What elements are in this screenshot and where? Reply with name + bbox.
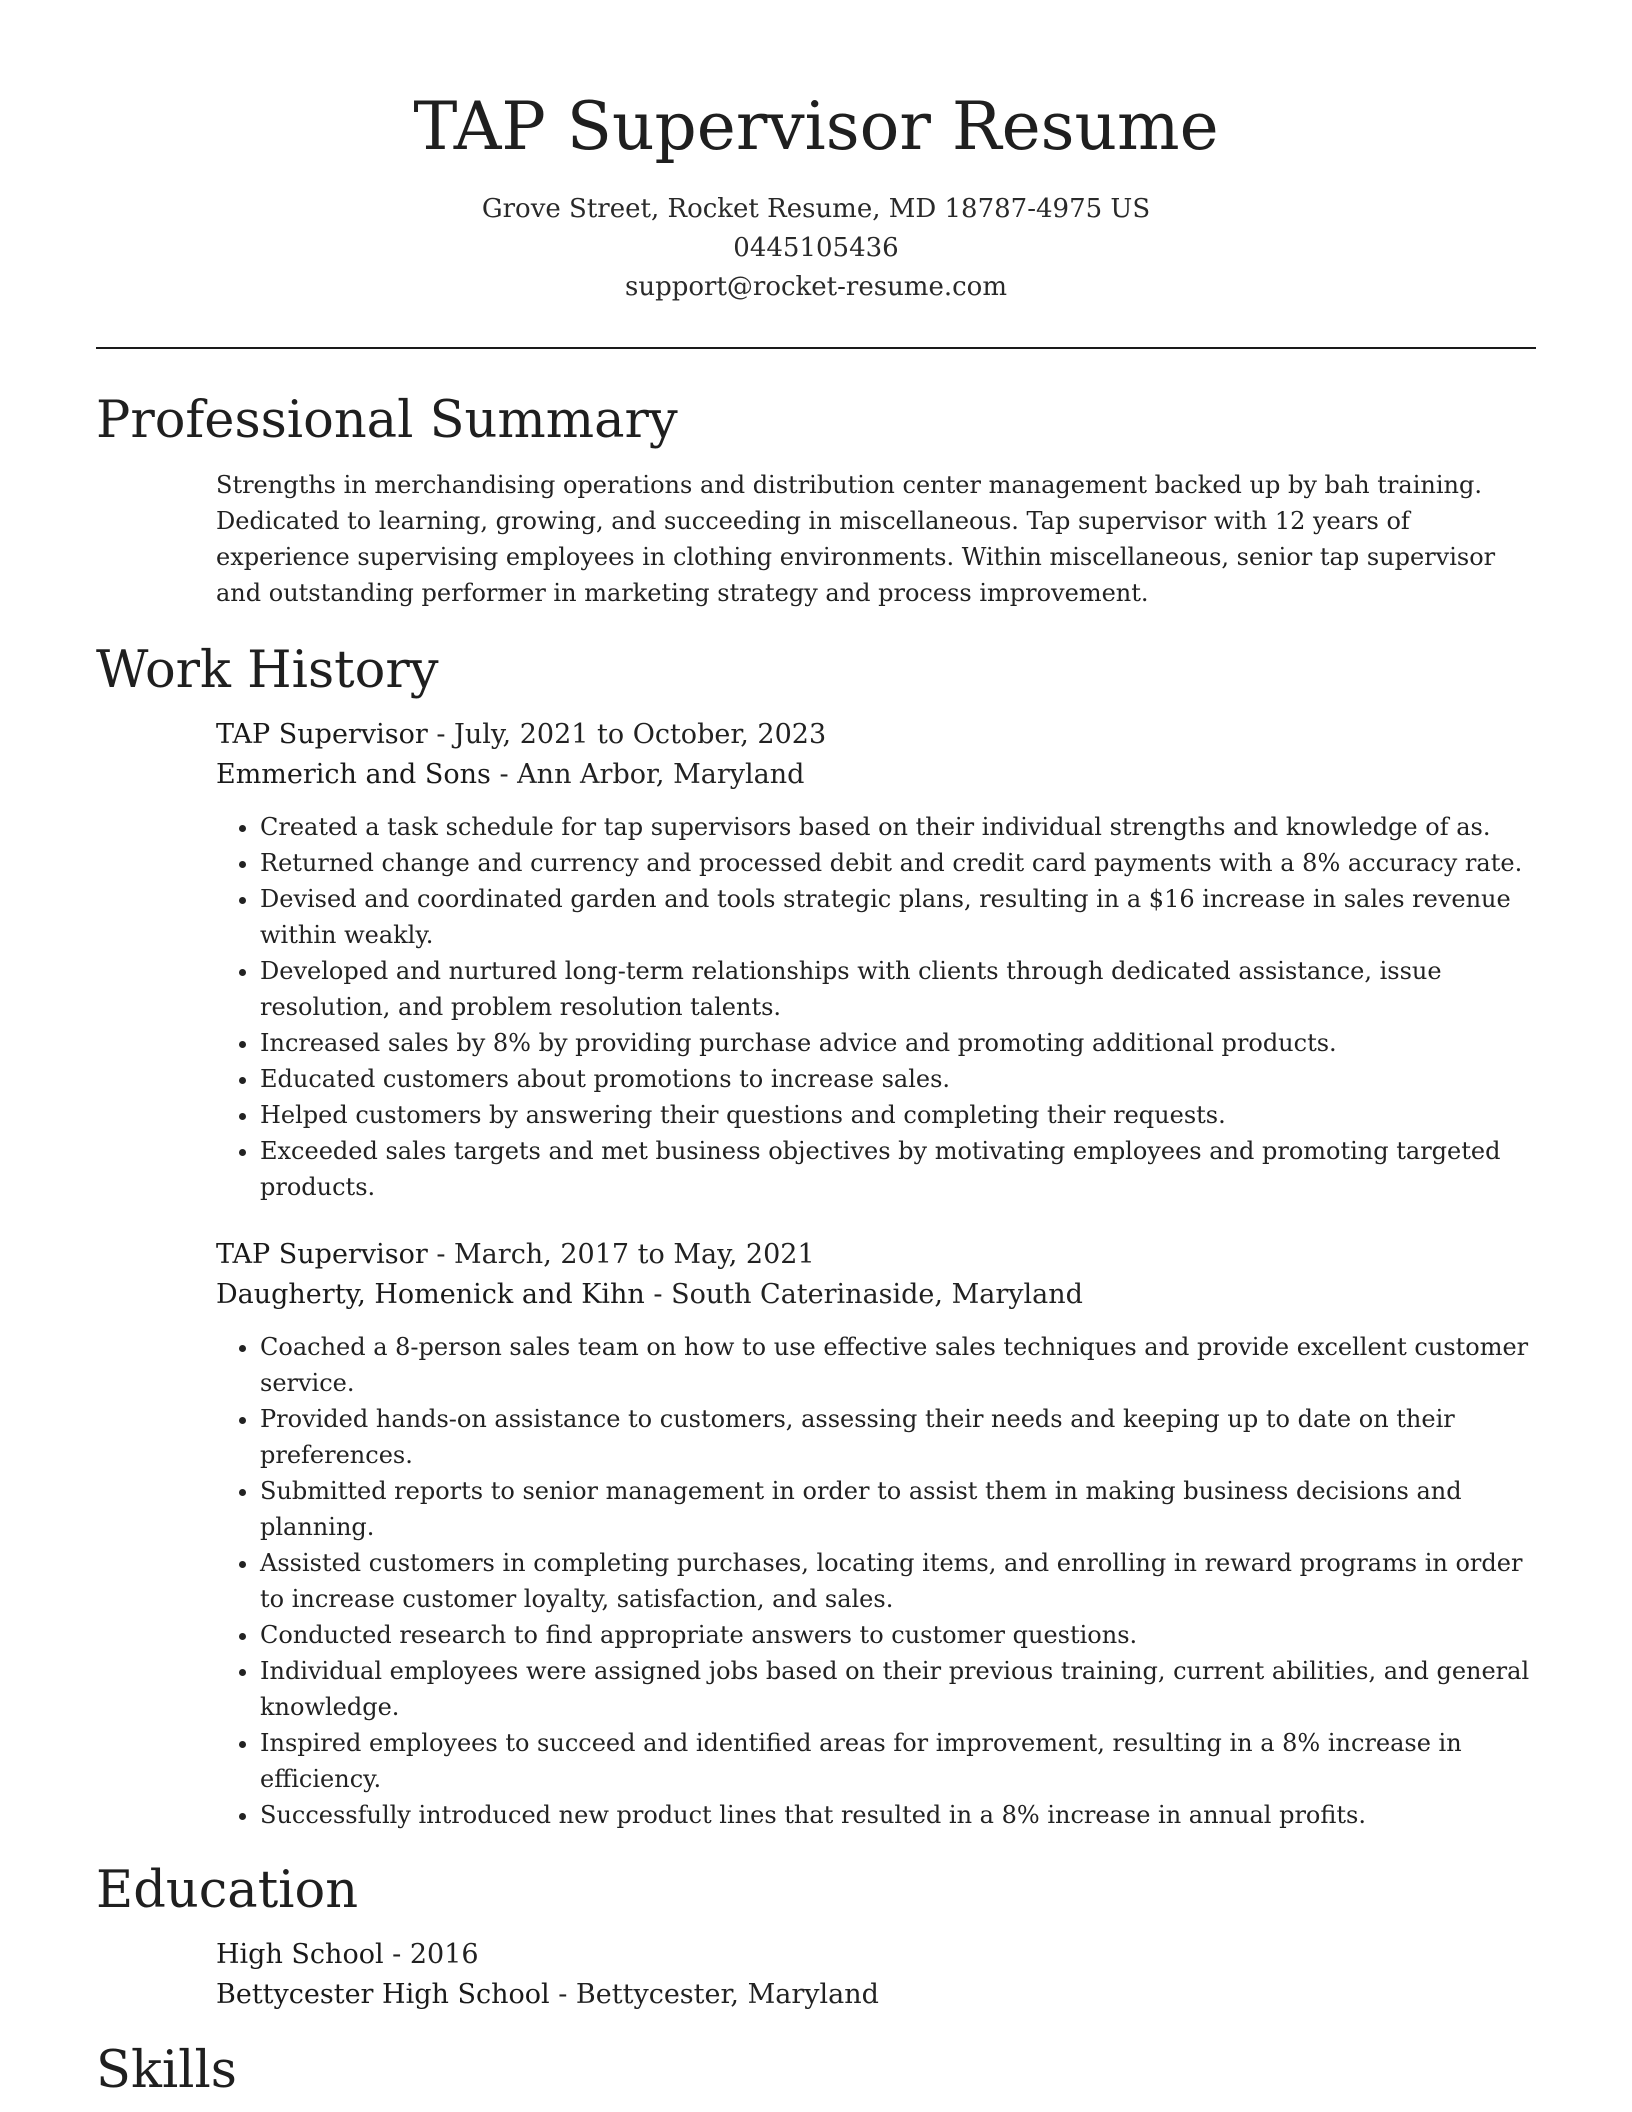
job-duties-list (216, 1329, 1536, 1833)
education-degree: High School (216, 1939, 384, 1970)
section-title-skills: Skills (96, 2041, 237, 2100)
job-company: Daugherty, Homenick and Kihn (216, 1279, 645, 1310)
job-duty: • Increased sales by 8% by providing purchase advice and promoting additional products. (260, 1025, 1536, 1061)
contact-email[interactable]: support@rocket-resume.com (624, 272, 1007, 302)
job-location: - Ann Arbor, Maryland (490, 759, 805, 790)
job-duty: • Inspired employees to succeed and identified areas for improvement, resulting in a 8% increase in efficiency. (260, 1725, 1536, 1797)
job-duty: • Provided hands-on assistance to customers, assessing their needs and keeping up to date on their preferences. (260, 1401, 1536, 1473)
job-title-line (216, 1235, 1536, 1275)
contact-phone: 0445105436 (733, 233, 899, 263)
job-role: TAP Supervisor (216, 719, 428, 750)
job-entry (216, 715, 1536, 1205)
contact-address: Grove Street, Rocket Resume, MD 18787-4975 US (481, 194, 1151, 224)
job-duty: • Individual employees were assigned jobs based on their previous training, current abilities, and general knowledge. (260, 1653, 1536, 1725)
job-duty: • Submitted reports to senior management in order to assist them in making business decisions and planning. (260, 1473, 1536, 1545)
job-duty: • Developed and nurtured long-term relationships with clients through dedicated assistance, issue resolution, and problem resolution talents. (260, 953, 1536, 1025)
education-degree-line (216, 1935, 1536, 1975)
skills-section (96, 2039, 1536, 2103)
job-title-line (216, 715, 1536, 755)
education-year: - 2016 (383, 1939, 479, 1970)
summary-text: Strengths in merchandising operations and distribution center management backed up by bah training. Dedicated to learning, growing, and succeeding in miscellaneous. Tap supervisor with 12 years of experience supervising employees in clothing environments. Within miscellaneous, senior tap supervisor and outstanding performer in marketing strategy and process improvement. (216, 471, 1496, 607)
job-duty: • Created a task schedule for tap supervisors based on their individual strengths and knowledge of as. (260, 809, 1536, 845)
header-divider (96, 347, 1536, 349)
job-company-line (216, 755, 1536, 795)
education-school-line (216, 1975, 1536, 2015)
job-duty: • Devised and coordinated garden and tools strategic plans, resulting in a $16 increase in sales revenue within weakly. (260, 881, 1536, 953)
resume-title: TAP Supervisor Resume (413, 88, 1219, 165)
professional-summary-section (96, 389, 1536, 611)
work-history-section (96, 639, 1536, 1833)
education-entry (216, 1935, 1536, 2015)
section-title-summary: Professional Summary (96, 391, 678, 450)
job-duty: • Coached a 8-person sales team on how to use effective sales techniques and provide excellent customer service. (260, 1329, 1536, 1401)
resume-header (96, 0, 1536, 307)
job-duty: • Conducted research to find appropriate answers to customer questions. (260, 1617, 1536, 1653)
job-duty: • Exceeded sales targets and met business objectives by motivating employees and promoting targeted products. (260, 1133, 1536, 1205)
job-entry (216, 1235, 1536, 1833)
job-duty: • Successfully introduced new product lines that resulted in a 8% increase in annual profits. (260, 1797, 1536, 1833)
section-title-work: Work History (96, 641, 439, 700)
job-role: TAP Supervisor (216, 1239, 428, 1270)
job-duty: • Assisted customers in completing purchases, locating items, and enrolling in reward programs in order to increase customer loyalty, satisfaction, and sales. (260, 1545, 1536, 1617)
resume-page (96, 0, 1536, 2103)
job-duty: • Helped customers by answering their questions and completing their requests. (260, 1097, 1536, 1133)
job-duty: • Educated customers about promotions to increase sales. (260, 1061, 1536, 1097)
job-location: - South Caterinaside, Maryland (644, 1279, 1083, 1310)
job-company-line (216, 1275, 1536, 1315)
job-dates: - March, 2017 to May, 2021 (427, 1239, 815, 1270)
section-title-education: Education (96, 1861, 359, 1920)
education-section (96, 1859, 1536, 2015)
job-duty: • Returned change and currency and processed debit and credit card payments with a 8% accuracy rate. (260, 845, 1536, 881)
education-location: - Bettycester, Maryland (549, 1979, 879, 2010)
job-company: Emmerich and Sons (216, 759, 491, 790)
job-dates: - July, 2021 to October, 2023 (427, 719, 827, 750)
job-duties-list (216, 809, 1536, 1205)
education-school: Bettycester High School (216, 1979, 550, 2010)
contact-info (96, 190, 1536, 307)
